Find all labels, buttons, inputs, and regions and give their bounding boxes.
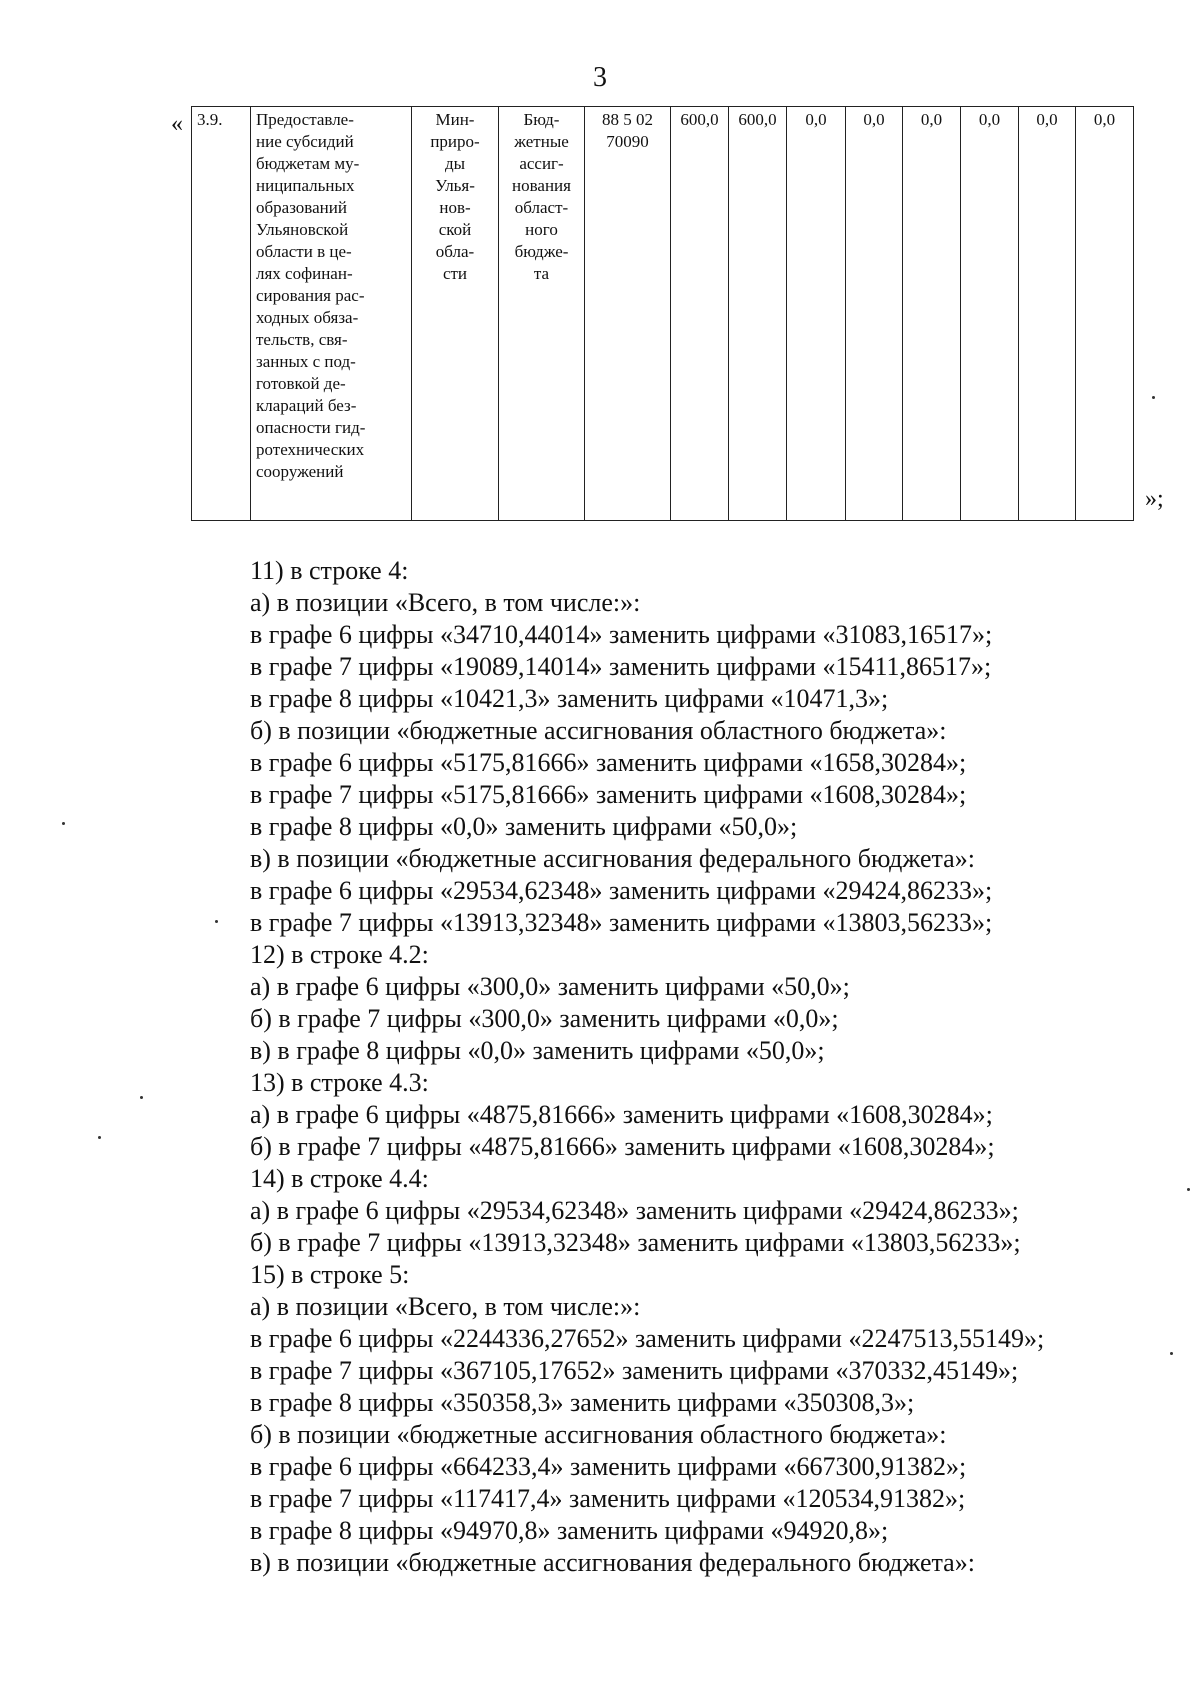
text-line: а) в графе 6 цифры «300,0» заменить цифрами «50,0»; xyxy=(250,972,850,1001)
text-line: в графе 6 цифры «34710,44014» заменить цифрами «31083,16517»; xyxy=(250,620,993,649)
scan-speck xyxy=(140,1096,143,1099)
scan-speck xyxy=(1187,1188,1190,1191)
cell-line: приро- xyxy=(430,132,480,151)
text-line: в графе 7 цифры «117417,4» заменить цифрами «120534,91382»; xyxy=(250,1484,966,1513)
row-value-2: 600,0 xyxy=(729,107,787,521)
cell-line: сирования рас- xyxy=(256,286,365,305)
scan-speck xyxy=(98,1136,101,1139)
row-source xyxy=(499,107,585,521)
cell-line: клараций без- xyxy=(256,396,357,415)
cell-line: ного xyxy=(525,220,558,239)
text-line: в графе 6 цифры «2244336,27652» заменить цифрами «2247513,55149»; xyxy=(250,1324,1045,1353)
scan-speck xyxy=(62,822,65,825)
text-line: в графе 8 цифры «0,0» заменить цифрами «50,0»; xyxy=(250,812,798,841)
cell-line: занных с под- xyxy=(256,352,356,371)
cell-line: Предоставле- xyxy=(256,110,354,129)
row-number: 3.9. xyxy=(192,107,251,521)
text-line: б) в позиции «бюджетные ассигнования областного бюджета»: xyxy=(250,716,947,745)
cell-line: Ульяновской xyxy=(256,220,349,239)
row-value-4: 0,0 xyxy=(846,107,903,521)
cell-line: жетные xyxy=(514,132,569,151)
text-line: в графе 7 цифры «367105,17652» заменить цифрами «370332,45149»; xyxy=(250,1356,1019,1385)
table-row xyxy=(192,107,1134,521)
cell-line: Мин- xyxy=(435,110,475,129)
text-line: б) в графе 7 цифры «4875,81666» заменить цифрами «1608,30284»; xyxy=(250,1132,995,1161)
cell-line: Бюд- xyxy=(523,110,560,129)
text-line: а) в позиции «Всего, в том числе:»: xyxy=(250,1292,641,1321)
cell-line: сооружений xyxy=(256,462,344,481)
text-line: 12) в строке 4.2: xyxy=(250,940,429,969)
text-line: в графе 7 цифры «19089,14014» заменить цифрами «15411,86517»; xyxy=(250,652,992,681)
text-line: в графе 6 цифры «29534,62348» заменить цифрами «29424,86233»; xyxy=(250,876,993,905)
text-line: в) в позиции «бюджетные ассигнования федерального бюджета»: xyxy=(250,844,975,873)
cell-line: 88 5 02 xyxy=(602,110,653,129)
text-line: 11) в строке 4: xyxy=(250,556,409,585)
text-line: в графе 6 цифры «664233,4» заменить цифрами «667300,91382»; xyxy=(250,1452,967,1481)
opening-quote: « xyxy=(171,111,183,137)
text-line: в графе 6 цифры «5175,81666» заменить цифрами «1658,30284»; xyxy=(250,748,967,777)
cell-line: област- xyxy=(514,198,569,217)
cell-line: та xyxy=(533,264,550,283)
scan-speck xyxy=(215,920,218,923)
row-value-6: 0,0 xyxy=(961,107,1019,521)
cell-line: нов- xyxy=(439,198,471,217)
cell-line: 70090 xyxy=(606,132,649,151)
cell-line: Улья- xyxy=(435,176,475,195)
amendment-lines xyxy=(250,555,1190,1579)
cell-line: готовкой де- xyxy=(256,374,346,393)
cell-line: области в це- xyxy=(256,242,352,261)
cell-line: нования xyxy=(512,176,571,195)
amendment-text xyxy=(250,555,1190,1579)
cell-line: опасности гид- xyxy=(256,418,366,437)
row-executor xyxy=(412,107,499,521)
scan-speck xyxy=(1152,396,1155,399)
scan-speck xyxy=(1170,1352,1173,1355)
row-value-7: 0,0 xyxy=(1019,107,1076,521)
cell-line: ской xyxy=(438,220,472,239)
text-line: а) в позиции «Всего, в том числе:»: xyxy=(250,588,641,617)
row-value-3: 0,0 xyxy=(787,107,846,521)
text-line: в графе 8 цифры «350358,3» заменить цифрами «350308,3»; xyxy=(250,1388,915,1417)
cell-line: сти xyxy=(442,264,468,283)
cell-line: ние субсидий xyxy=(256,132,354,151)
row-value-5: 0,0 xyxy=(903,107,961,521)
row-value-8: 0,0 xyxy=(1076,107,1134,521)
cell-line: тельств, свя- xyxy=(256,330,348,349)
text-line: б) в графе 7 цифры «300,0» заменить цифрами «0,0»; xyxy=(250,1004,839,1033)
cell-line: бюджетам му- xyxy=(256,154,360,173)
text-line: а) в графе 6 цифры «4875,81666» заменить цифрами «1608,30284»; xyxy=(250,1100,993,1129)
cell-line: обла- xyxy=(435,242,475,261)
cell-line: ды xyxy=(444,154,466,173)
cell-line: ассиг- xyxy=(519,154,564,173)
text-line: в графе 8 цифры «10421,3» заменить цифрами «10471,3»; xyxy=(250,684,889,713)
budget-table xyxy=(191,106,1134,521)
row-value-1: 600,0 xyxy=(671,107,729,521)
closing-quote: »; xyxy=(1145,486,1164,512)
text-line: в) в графе 8 цифры «0,0» заменить цифрами «50,0»; xyxy=(250,1036,825,1065)
text-line: в) в позиции «бюджетные ассигнования федерального бюджета»: xyxy=(250,1548,975,1577)
cell-line: лях софинан- xyxy=(256,264,353,283)
text-line: в графе 7 цифры «13913,32348» заменить цифрами «13803,56233»; xyxy=(250,908,993,937)
text-line: в графе 8 цифры «94970,8» заменить цифрами «94920,8»; xyxy=(250,1516,889,1545)
row-code xyxy=(585,107,671,521)
text-line: б) в позиции «бюджетные ассигнования областного бюджета»: xyxy=(250,1420,947,1449)
cell-line: ротехнических xyxy=(256,440,365,459)
text-line: в графе 7 цифры «5175,81666» заменить цифрами «1608,30284»; xyxy=(250,780,967,809)
cell-line: образований xyxy=(256,198,347,217)
page-number: 3 xyxy=(593,62,607,93)
text-line: 14) в строке 4.4: xyxy=(250,1164,429,1193)
text-line: а) в графе 6 цифры «29534,62348» заменить цифрами «29424,86233»; xyxy=(250,1196,1019,1225)
cell-line: бюдже- xyxy=(514,242,569,261)
row-name xyxy=(251,107,412,521)
cell-line: ниципальных xyxy=(256,176,355,195)
text-line: 13) в строке 4.3: xyxy=(250,1068,429,1097)
text-line: б) в графе 7 цифры «13913,32348» заменить цифрами «13803,56233»; xyxy=(250,1228,1021,1257)
cell-line: ходных обяза- xyxy=(256,308,359,327)
text-line: 15) в строке 5: xyxy=(250,1260,410,1289)
